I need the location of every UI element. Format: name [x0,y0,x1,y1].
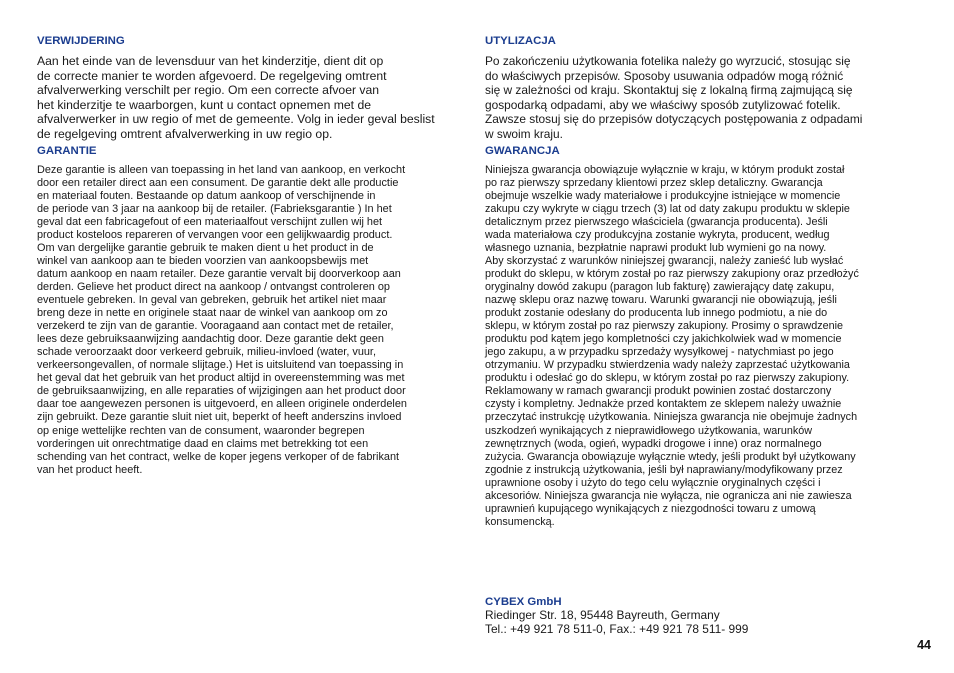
disposal-text-nl: Aan het einde van de levensduur van het kinderzitje, dient dit op de correcte manier te worden afgevoerd. De regelgeving omtrent afvalverwerking verschilt per regio. Om een correcte afvoer van het kinderzitje te waarborgen, kunt u contact opnemen met de afvalverwerker in uw regio of met de gemeente. Volg in ieder geval beslist de regelgeving omtrent afvalverwerking in uw regio op. [37,54,435,141]
warranty-heading-pl: GWARANCJA [485,144,560,157]
warranty-heading-nl: GARANTIE [37,144,97,157]
page-number: 44 [917,638,931,652]
company-contact: Tel.: +49 921 78 511-0, Fax.: +49 921 78 511- 999 [485,621,749,636]
company-name: CYBEX GmbH [485,596,562,608]
dutch-column [37,34,470,477]
company-info [485,595,905,636]
company-address: Riedinger Str. 18, 95448 Bayreuth, Germany [485,608,720,622]
warranty-text-nl: Deze garantie is alleen van toepassing in het land van aankoop, en verkocht door een retailer direct aan een consument. De garantie dekt alle productie en materiaal fouten. Bestaande op datum aankoop of verschijnende in de periode van 3 jaar na aankoop bij de retailer. (Fabrieksgarantie ) In het geval dat een fabricagefout of een materiaalfout verschijnt zullen wij het product kosteloos repareren of vervangen voor een gelijkwaardig product. Om van dergelijke garantie gebruik te maken dient u het product in de winkel van aankoop aan te bieden voorzien van aankoopsbewijs met datum aankoop en naam retailer. Deze garantie vervalt bij doorverkoop aan derden. Gelieve het product direct na aankoop / ontvangst controleren op eventuele gebreken. In geval van gebreken, gebruik het artikel niet maar breng deze in nette en originele staat naar de winkel van aankoop om zo verzekerd te zijn van de garantie. Vooragaand aan contact met de retailer, lees deze gebruiksaanwijzing aandachtig door. Deze garantie dekt geen schade veroorzaakt door verkeerd gebruik, milieu-invloed (water, vuur, verkeersongevallen, of normale slijtage.) Het is uitsluitend van toepassing in het geval dat het gebruik van het product altijd in overeenstemming was met de gebruiksaanwijzing, en alle reparaties of wijzigingen aan het product door daar toe aangewezen personen is uitgevoerd, en alleen originele onderdelen zijn gebruikt. Deze garantie sluit niet uit, beperkt of heeft anderszins invloed op enige wettelijke rechten van de consument, waaronder begrepen vorderingen uit onrechtmatige daad en claims met betrekking tot een schending van het contract, welke de koper jegens verkoper of de fabrikant van het product heeft. [37,163,407,476]
warranty-text-pl: Niniejsza gwarancja obowiązuje wyłącznie w kraju, w którym produkt został po raz pierwszy sprzedany klientowi przez sklep detaliczny. Gwarancja obejmuje wszelkie wady materiałowe i produkcyjne istniejące w momencie zakupu czy wykryte w ciągu trzech (3) lat od daty zakupu produktu w sklepie detalicznym przez pierwszego właściciela (gwarancja producenta). Jeśli wada materiałowa czy produkcyjna zostanie wykryta, producent, według własnego uznania, bezpłatnie naprawi produkt lub wymieni go na nowy. Aby skorzystać z warunków niniejszej gwarancji, należy zanieść lub wysłać produkt do sklepu, w którym został po raz pierwszy zakupiony oraz przedłożyć oryginalny dowód zakupu (paragon lub fakturę) zawierający datę zakupu, nazwę sklepu oraz nazwę towaru. Warunki gwarancji nie obowiązują, jeśli produkt zostanie odesłany do producenta lub innego podmiotu, a nie do sklepu, w którym został po raz pierwszy zakupiony. Prosimy o sprawdzenie produktu pod kątem jego kompletności czy jakichkolwiek wad w momencie jego zakupu, a w przypadku sprzedaży wysyłkowej - natychmiast po jego otrzymaniu. W przypadku stwierdzenia wady należy zaprzestać użytkowania produktu i odesłać go do sklepu, w którym został po raz pierwszy zakupiony. Reklamowany w ramach gwarancji produkt powinien zostać dostarczony czysty i kompletny. Jednakże przed kontaktem ze sklepem należy uważnie przeczytać instrukcję użytkowania. Niniejsza gwarancja nie obejmuje żadnych uszkodzeń wynikających z nieprawidłowego użytkowania, warunków zewnętrznych (woda, ogień, wypadki drogowe i inne) oraz normalnego zużycia. Gwarancja obowiązuje wyłącznie wtedy, jeśli produkt był użytkowany zgodnie z instrukcją użytkowania, jeśli był naprawiany/modyfikowany przez uprawnione osoby i użyto do tego celu wyłącznie oryginalnych części i akcesoriów. Niniejsza gwarancja nie wyłącza, nie ogranicza ani nie zawiesza uprawnień kupującego wynikających z niezgodności towaru z umową konsumencką. [485,163,859,528]
polish-column [485,34,918,529]
disposal-heading-pl: UTYLIZACJA [485,35,556,47]
disposal-text-pl: Po zakończeniu użytkowania fotelika należy go wyrzucić, stosując się do właściwych przepisów. Sposoby usuwania odpadów mogą różnić się w zależności od kraju. Skontaktuj się z lokalną firmą zajmującą się gospodarką odpadami, aby we właściwy sposób zutylizować fotelik. Zawsze stosuj się do przepisów dotyczących postępowania z odpadami w swoim kraju. [485,54,863,141]
disposal-heading-nl: VERWIJDERING [37,35,125,47]
